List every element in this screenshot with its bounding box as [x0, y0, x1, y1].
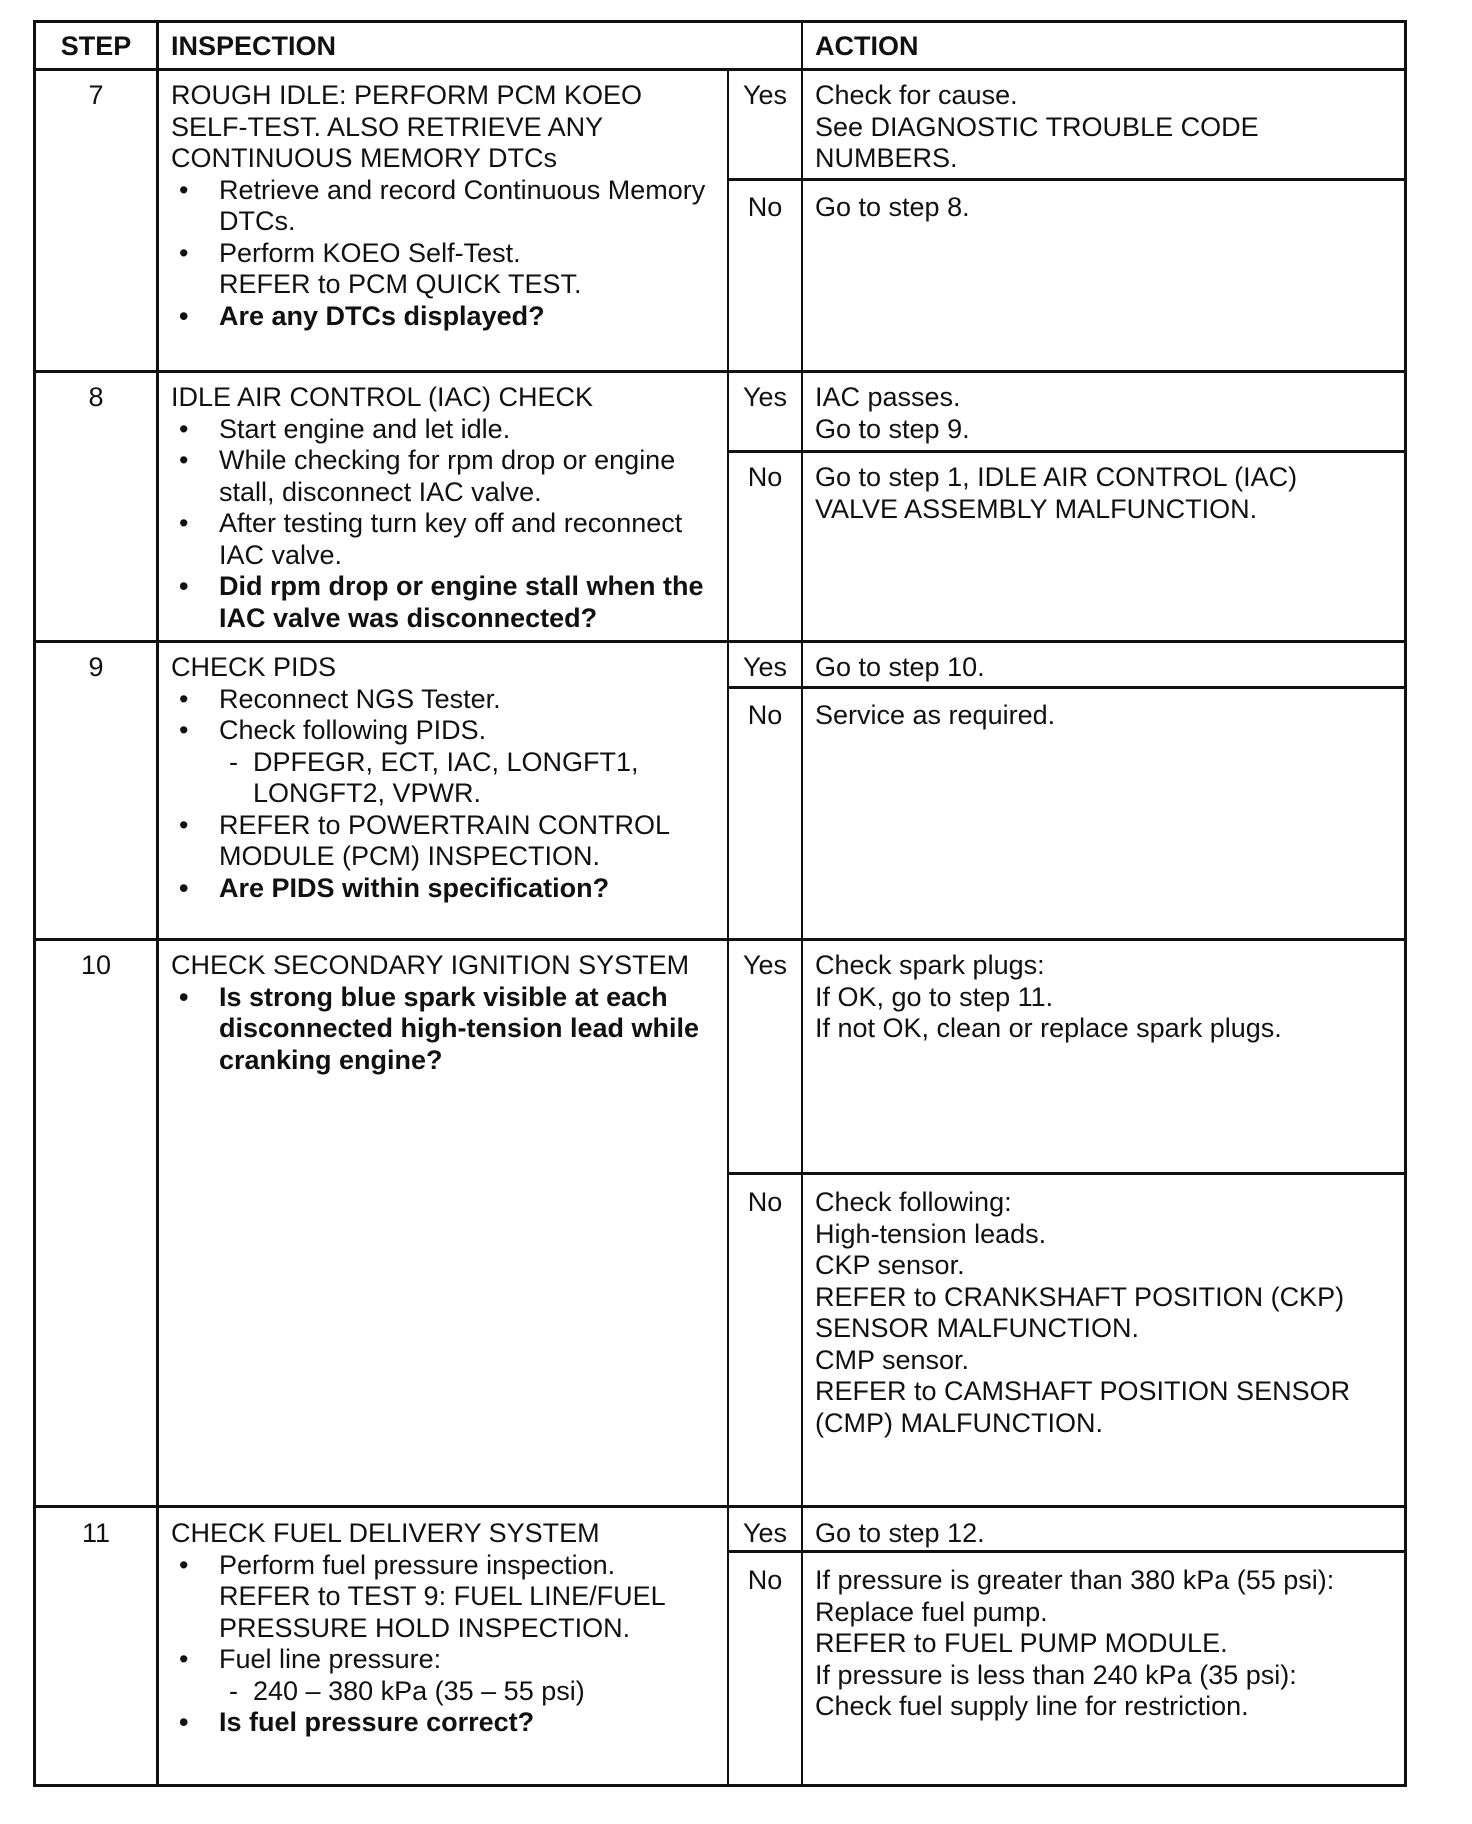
no-label: No	[747, 1187, 783, 1217]
no-label: No	[747, 1565, 783, 1595]
no-action: Go to step 1, IDLE AIR CONTROL (IAC) VALVE ASSEMBLY MALFUNCTION.	[815, 462, 1298, 524]
yesno-divider-9	[727, 686, 1407, 689]
inspection-subitem: - 240 – 380 kPa (35 – 55 psi)	[171, 1676, 717, 1708]
inspection-item: • Retrieve and record Continuous Memory DTCs.	[171, 175, 717, 238]
inspection-item: REFER to TEST 9: FUEL LINE/FUEL PRESSURE HOLD INSPECTION.	[219, 1581, 665, 1643]
yes-action: Check for cause. See DIAGNOSTIC TROUBLE CODE NUMBERS.	[815, 80, 1259, 173]
yes-action: IAC passes. Go to step 9.	[815, 382, 970, 444]
inspection-question: • Are PIDS within specification?	[171, 873, 717, 905]
header-action: ACTION	[815, 31, 919, 61]
inspection-question: • Is strong blue spark visible at each disconnected high-tension lead while cranking engine?	[171, 982, 717, 1077]
row-divider-8	[33, 640, 1407, 643]
inspection-item: • Check following PIDS.	[171, 715, 717, 747]
yes-action: Check spark plugs: If OK, go to step 11. If not OK, clean or replace spark plugs.	[815, 950, 1282, 1043]
yes-action: Go to step 10.	[815, 652, 985, 682]
yes-label: Yes	[742, 950, 788, 980]
inspection-title: CHECK SECONDARY IGNITION SYSTEM	[171, 950, 690, 980]
no-label: No	[747, 462, 783, 492]
step-number: 9	[88, 652, 104, 682]
inspection-item: • REFER to POWERTRAIN CONTROL MODULE (PCM) INSPECTION.	[171, 810, 717, 873]
inspection-item: • Start engine and let idle.	[171, 414, 717, 446]
inspection-question: • Did rpm drop or engine stall when the IAC valve was disconnected?	[171, 571, 717, 634]
inspection-subitem: - DPFEGR, ECT, IAC, LONGFT1, LONGFT2, VPWR.	[171, 747, 717, 810]
row-divider-header	[33, 68, 1407, 71]
inspection-title: CHECK FUEL DELIVERY SYSTEM	[171, 1518, 600, 1548]
no-action: Check following: High-tension leads. CKP sensor. REFER to CRANKSHAFT POSITION (CKP) SENSOR MALFUNCTION. CMP sensor. REFER to CAMSHAFT POSITION SENSOR (CMP) MALFUNCTION.	[815, 1187, 1351, 1438]
inspection-item: • Fuel line pressure:	[171, 1644, 717, 1676]
inspection-item: • Reconnect NGS Tester.	[171, 684, 717, 716]
yesno-divider-11	[727, 1550, 1407, 1553]
no-label: No	[747, 192, 783, 222]
row-divider-9	[33, 938, 1407, 941]
inspection-item: • Perform KOEO Self-Test.	[171, 238, 717, 270]
inspection-question: • Is fuel pressure correct?	[171, 1707, 717, 1739]
inspection-title: ROUGH IDLE: PERFORM PCM KOEO SELF-TEST. ALSO RETRIEVE ANY CONTINUOUS MEMORY DTCs	[171, 80, 643, 173]
table-border-bottom	[33, 1784, 1407, 1787]
step-number: 8	[88, 382, 104, 412]
inspection-cell	[171, 652, 717, 904]
inspection-item: • While checking for rpm drop or engine stall, disconnect IAC valve.	[171, 445, 717, 508]
yes-label: Yes	[742, 1518, 788, 1548]
inspection-title: CHECK PIDS	[171, 652, 337, 682]
yesno-divider-7	[727, 178, 1407, 181]
yes-label: Yes	[742, 80, 788, 110]
yesno-divider-8	[727, 450, 1407, 453]
header-inspection: INSPECTION	[171, 31, 337, 61]
row-divider-7	[33, 370, 1407, 373]
inspection-item: • After testing turn key off and reconnect IAC valve.	[171, 508, 717, 571]
inspection-cell	[171, 1518, 717, 1739]
step-number: 7	[88, 80, 104, 110]
inspection-item: • Perform fuel pressure inspection.	[171, 1550, 717, 1582]
yes-label: Yes	[742, 382, 788, 412]
inspection-title: IDLE AIR CONTROL (IAC) CHECK	[171, 382, 594, 412]
inspection-question: • Are any DTCs displayed?	[171, 301, 717, 333]
row-divider-10	[33, 1505, 1407, 1508]
inspection-item: REFER to PCM QUICK TEST.	[219, 269, 582, 299]
step-number: 10	[80, 950, 112, 980]
header-step: STEP	[60, 31, 132, 61]
table-border-right	[1404, 20, 1407, 1787]
inspection-cell	[171, 80, 717, 332]
step-number: 11	[81, 1518, 111, 1548]
yes-action: Go to step 12.	[815, 1518, 985, 1548]
no-action: If pressure is greater than 380 kPa (55 psi): Replace fuel pump. REFER to FUEL PUMP MODULE. If pressure is less than 240 kPa (35 psi): Check fuel supply line for restriction.	[815, 1565, 1335, 1721]
yes-label: Yes	[742, 652, 788, 682]
table-border-top	[33, 20, 1407, 23]
no-action: Service as required.	[815, 700, 1056, 730]
inspection-cell	[171, 382, 717, 634]
inspection-cell	[171, 950, 717, 1076]
no-label: No	[747, 700, 783, 730]
no-action: Go to step 8.	[815, 192, 970, 222]
yesno-divider-10	[727, 1172, 1407, 1175]
column-divider-action	[801, 20, 803, 1787]
column-divider-step	[156, 20, 159, 1787]
